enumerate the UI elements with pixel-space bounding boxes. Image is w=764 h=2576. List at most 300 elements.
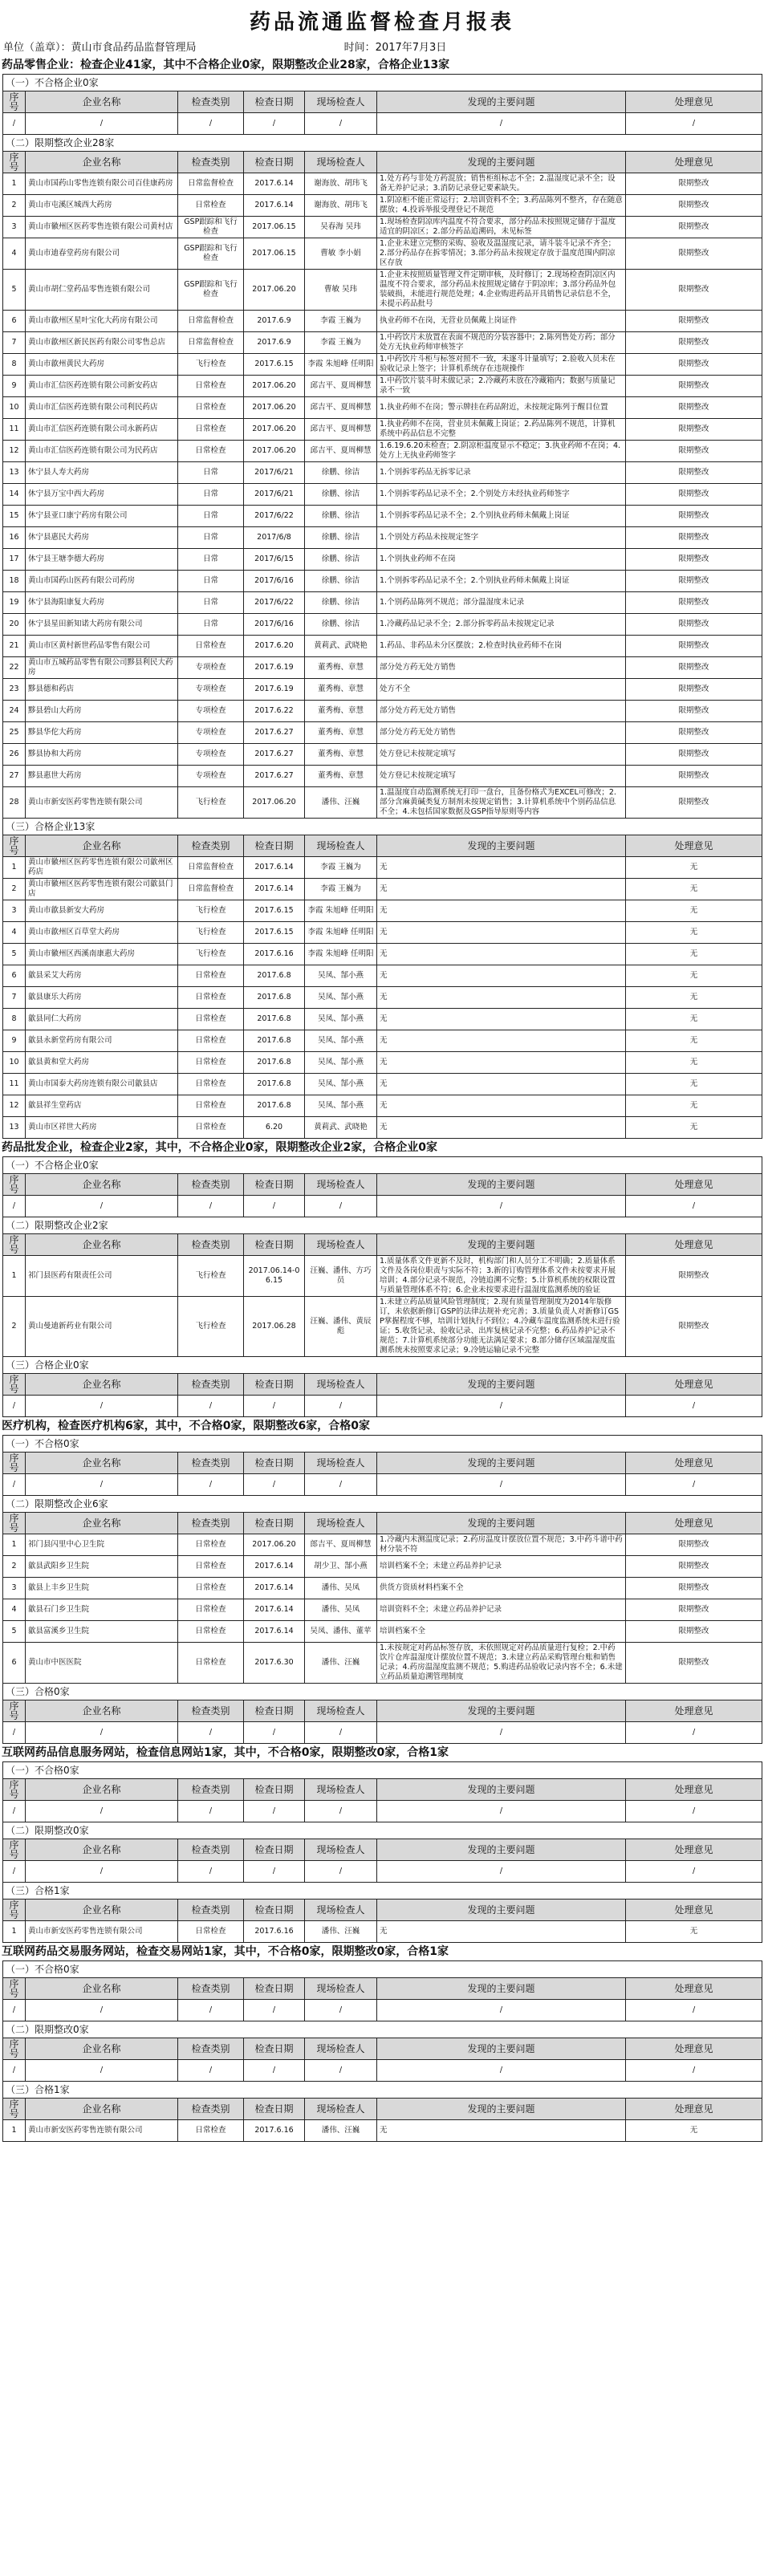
empty-row xyxy=(3,113,762,135)
column-header: 发现的主要问题 xyxy=(377,1839,626,1861)
header-row xyxy=(3,2099,762,2120)
empty-row xyxy=(3,1801,762,1822)
table-cell: 歙县同仁大药房 xyxy=(26,1009,178,1030)
column-header: 处理意见 xyxy=(626,1779,762,1801)
empty-cell: / xyxy=(377,1396,626,1417)
table-cell: 歙县采艾大药房 xyxy=(26,965,178,987)
column-header: 处理意见 xyxy=(626,1899,762,1921)
table-cell: 2017.6.19 xyxy=(244,679,305,701)
table-cell: 董秀梅、章慧 xyxy=(305,722,377,744)
table-cell: 李霞 王巍为 xyxy=(305,311,377,332)
sec4-table xyxy=(2,1761,762,1943)
header-row xyxy=(3,1234,762,1256)
table-cell: 无 xyxy=(626,1030,762,1052)
table-cell: 潘伟、吴凤 xyxy=(305,1599,377,1621)
column-header: 处理意见 xyxy=(626,835,762,857)
table-cell: 限期整改 xyxy=(626,1534,762,1556)
empty-cell: / xyxy=(305,1722,377,1744)
column-header: 现场检查人 xyxy=(305,1899,377,1921)
table-cell: 2017/6/16 xyxy=(244,614,305,636)
table-cell: 无 xyxy=(377,900,626,922)
table-cell: 吴凤、郜小燕 xyxy=(305,1052,377,1074)
subsection-row xyxy=(3,2021,762,2038)
column-header: 检查日期 xyxy=(244,1374,305,1396)
table-cell: 2017.06.20 xyxy=(244,419,305,441)
empty-cell: / xyxy=(377,2000,626,2021)
empty-cell: / xyxy=(26,1861,178,1883)
header-row xyxy=(3,1779,762,1801)
sec4-heading: 互联网药品信息服务网站，检查信息网站1家，其中，不合格0家，限期整改0家，合格1家 xyxy=(2,1746,449,1759)
empty-cell: / xyxy=(178,1801,244,1822)
table-cell: 谢海放、胡玮飞 xyxy=(305,195,377,217)
table-cell: 无 xyxy=(377,879,626,900)
sec1-table xyxy=(2,74,762,1139)
table-row xyxy=(3,679,762,701)
table-cell: 5 xyxy=(3,944,26,965)
subsection-row xyxy=(3,819,762,835)
table-row xyxy=(3,1052,762,1074)
report-title: 药品流通监督检查月报表 xyxy=(249,10,514,35)
table-cell: 吴凤、郜小燕 xyxy=(305,1030,377,1052)
table-cell: 培训资料不全；未建立药品养护记录 xyxy=(377,1599,626,1621)
table-cell: 部分处方药无处方销售 xyxy=(377,701,626,722)
column-header: 检查日期 xyxy=(244,1513,305,1534)
table-cell: 日常监督检查 xyxy=(178,879,244,900)
table-cell: 郎吉平、夏周柳慧 xyxy=(305,1534,377,1556)
table-cell: 1.个别拆零药品记录不全；2.个别处方未经执业药师签字 xyxy=(377,484,626,506)
table-cell: 1.个别拆零药品记录不全；2.个别执业药师未佩戴上岗证 xyxy=(377,571,626,592)
table-cell: 2017/6/22 xyxy=(244,592,305,614)
table-row xyxy=(3,332,762,354)
table-cell: 2017.06.14-06.15 xyxy=(244,1256,305,1297)
column-header: 序号 xyxy=(3,1779,26,1801)
table-cell: 邱吉平、夏周柳慧 xyxy=(305,376,377,397)
subsection-title: （一）不合格0家 xyxy=(3,1436,762,1453)
table-cell: 19 xyxy=(3,592,26,614)
column-header: 处理意见 xyxy=(626,2038,762,2060)
table-cell: 无 xyxy=(626,1074,762,1095)
column-header: 检查日期 xyxy=(244,1234,305,1256)
column-header: 检查类别 xyxy=(178,1839,244,1861)
table-cell: 3 xyxy=(3,900,26,922)
table-cell: 潘伟、汪巍 xyxy=(305,1921,377,1943)
column-header: 企业名称 xyxy=(26,1978,178,2000)
empty-row xyxy=(3,1196,762,1217)
table-cell: 11 xyxy=(3,1074,26,1095)
table-cell: 日常 xyxy=(178,506,244,527)
subsection-row xyxy=(3,1961,762,1978)
table-cell: 休宁县海阳康复大药房 xyxy=(26,592,178,614)
table-cell: 无 xyxy=(626,922,762,944)
table-cell: 2017.6.16 xyxy=(244,944,305,965)
table-cell: 18 xyxy=(3,571,26,592)
table-cell: 10 xyxy=(3,397,26,419)
table-cell: 无 xyxy=(377,1030,626,1052)
column-header: 序号 xyxy=(3,1174,26,1196)
empty-cell: / xyxy=(244,113,305,135)
column-header: 检查类别 xyxy=(178,1700,244,1722)
table-cell: 1 xyxy=(3,173,26,195)
table-cell: 2 xyxy=(3,1556,26,1578)
column-header: 序号 xyxy=(3,1839,26,1861)
table-cell: 2017.6.15 xyxy=(244,354,305,376)
table-cell: 专项检查 xyxy=(178,722,244,744)
subsection-row xyxy=(3,1883,762,1899)
table-cell: 李霞 朱旭峰 任明阳 xyxy=(305,900,377,922)
subsection-title: （三）合格0家 xyxy=(3,1684,762,1700)
table-cell: 无 xyxy=(377,944,626,965)
table-row xyxy=(3,311,762,332)
empty-cell: / xyxy=(178,2000,244,2021)
table-row xyxy=(3,592,762,614)
table-row xyxy=(3,397,762,419)
table-cell: 吴凤、郜小燕 xyxy=(305,1009,377,1030)
table-cell: 25 xyxy=(3,722,26,744)
empty-cell: / xyxy=(178,2060,244,2082)
table-row xyxy=(3,1030,762,1052)
table-row xyxy=(3,1256,762,1297)
table-cell: 飞行检查 xyxy=(178,354,244,376)
table-cell: 2017.6.8 xyxy=(244,965,305,987)
column-header: 检查类别 xyxy=(178,2099,244,2120)
table-cell: 2017.6.15 xyxy=(244,922,305,944)
table-cell: 邱吉平、夏周柳慧 xyxy=(305,397,377,419)
column-header: 检查日期 xyxy=(244,1899,305,1921)
table-cell: 15 xyxy=(3,506,26,527)
table-cell: 徐鹏、徐洁 xyxy=(305,462,377,484)
column-header: 检查日期 xyxy=(244,1174,305,1196)
table-row xyxy=(3,766,762,787)
empty-cell: / xyxy=(305,1396,377,1417)
table-cell: 限期整改 xyxy=(626,549,762,571)
table-cell: 无 xyxy=(377,1117,626,1139)
table-cell: 黄山市歙县新安大药房 xyxy=(26,900,178,922)
table-cell: 限期整改 xyxy=(626,614,762,636)
table-cell: 董秀梅、章慧 xyxy=(305,744,377,766)
table-cell: 2017/6/15 xyxy=(244,549,305,571)
table-cell: 黄山市新安医药零售连锁有限公司 xyxy=(26,1921,178,1943)
column-header: 检查日期 xyxy=(244,835,305,857)
table-cell: 李霞 朱旭峰 任明阳 xyxy=(305,354,377,376)
table-cell: 日常检查 xyxy=(178,2120,244,2142)
column-header: 序号 xyxy=(3,1374,26,1396)
table-cell: 6.20 xyxy=(244,1117,305,1139)
column-header: 现场检查人 xyxy=(305,1839,377,1861)
table-cell: 8 xyxy=(3,1009,26,1030)
table-cell: 2 xyxy=(3,1297,26,1357)
report-body xyxy=(0,56,764,2142)
table-row xyxy=(3,2120,762,2142)
subsection-row xyxy=(3,1217,762,1234)
table-row xyxy=(3,462,762,484)
column-header: 发现的主要问题 xyxy=(377,1978,626,2000)
table-cell: 28 xyxy=(3,787,26,819)
table-cell: 专项检查 xyxy=(178,766,244,787)
table-cell: 日常 xyxy=(178,462,244,484)
empty-cell: / xyxy=(305,2060,377,2082)
table-cell: 无 xyxy=(377,922,626,944)
empty-cell: / xyxy=(178,1396,244,1417)
column-header: 处理意见 xyxy=(626,1839,762,1861)
empty-cell: / xyxy=(377,2060,626,2082)
empty-row xyxy=(3,1396,762,1417)
empty-cell: / xyxy=(3,1801,26,1822)
table-cell: 黄山市屯溪区城西大药房 xyxy=(26,195,178,217)
empty-cell: / xyxy=(377,1196,626,1217)
subsection-title: （二）限期整改企业28家 xyxy=(3,135,762,152)
column-header: 发现的主要问题 xyxy=(377,835,626,857)
table-cell: 2017.6.8 xyxy=(244,987,305,1009)
table-row xyxy=(3,787,762,819)
table-cell: 9 xyxy=(3,376,26,397)
table-cell: 2017/6/21 xyxy=(244,484,305,506)
empty-cell: / xyxy=(178,113,244,135)
table-cell: 日常监督检查 xyxy=(178,173,244,195)
table-row xyxy=(3,1556,762,1578)
table-cell: 4 xyxy=(3,922,26,944)
table-cell: 李霞 王巍为 xyxy=(305,332,377,354)
table-cell: 日常检查 xyxy=(178,1074,244,1095)
table-cell: 10 xyxy=(3,1052,26,1074)
table-cell: 5 xyxy=(3,270,26,311)
table-row xyxy=(3,506,762,527)
column-header: 检查日期 xyxy=(244,2038,305,2060)
column-header: 序号 xyxy=(3,1453,26,1474)
table-cell: 1.冷藏药品记录不全；2.部分拆零药品未按规定记录 xyxy=(377,614,626,636)
table-cell: 日常监督检查 xyxy=(178,332,244,354)
table-row xyxy=(3,1621,762,1643)
subsection-title: （一）不合格0家 xyxy=(3,1961,762,1978)
table-cell: 歙县祥生堂药店 xyxy=(26,1095,178,1117)
table-cell: 徐鹏、徐洁 xyxy=(305,549,377,571)
table-row xyxy=(3,1117,762,1139)
table-cell: 限期整改 xyxy=(626,311,762,332)
table-cell: 11 xyxy=(3,419,26,441)
table-cell: 14 xyxy=(3,484,26,506)
column-header: 企业名称 xyxy=(26,1174,178,1196)
table-cell: 2017.6.14 xyxy=(244,1578,305,1599)
column-header: 序号 xyxy=(3,1978,26,2000)
column-header: 序号 xyxy=(3,1513,26,1534)
column-header: 企业名称 xyxy=(26,1700,178,1722)
column-header: 处理意见 xyxy=(626,91,762,113)
subsection-title: （三）合格1家 xyxy=(3,2082,762,2099)
column-header: 企业名称 xyxy=(26,2038,178,2060)
table-cell: 24 xyxy=(3,701,26,722)
table-row xyxy=(3,217,762,238)
table-cell: 董秀梅、章慧 xyxy=(305,766,377,787)
empty-cell: / xyxy=(377,1474,626,1496)
table-cell: 无 xyxy=(626,1052,762,1074)
empty-cell: / xyxy=(3,1861,26,1883)
column-header: 企业名称 xyxy=(26,1374,178,1396)
column-header: 处理意见 xyxy=(626,1700,762,1722)
table-cell: GSP跟踪和飞行检查 xyxy=(178,238,244,270)
table-cell: 20 xyxy=(3,614,26,636)
empty-cell: / xyxy=(26,2000,178,2021)
table-cell: 1.个别药品陈列不规范；部分温湿度未记录 xyxy=(377,592,626,614)
column-header: 处理意见 xyxy=(626,1453,762,1474)
table-cell: 董秀梅、章慧 xyxy=(305,679,377,701)
table-cell: 限期整改 xyxy=(626,1256,762,1297)
empty-cell: / xyxy=(3,1722,26,1744)
table-cell: 日常检查 xyxy=(178,1599,244,1621)
table-cell: 限期整改 xyxy=(626,484,762,506)
subsection-title: （一）不合格0家 xyxy=(3,1762,762,1779)
table-cell: 限期整改 xyxy=(626,1578,762,1599)
empty-cell: / xyxy=(244,1861,305,1883)
table-cell: 日常检查 xyxy=(178,1921,244,1943)
table-cell: GSP跟踪和飞行检查 xyxy=(178,270,244,311)
table-cell: 徐鹏、徐洁 xyxy=(305,592,377,614)
table-cell: 2017.6.27 xyxy=(244,722,305,744)
table-cell: 1.个别拆零药品无拆零记录 xyxy=(377,462,626,484)
table-cell: 26 xyxy=(3,744,26,766)
column-header: 企业名称 xyxy=(26,1779,178,1801)
table-cell: 限期整改 xyxy=(626,744,762,766)
table-cell: 徐鹏、徐洁 xyxy=(305,614,377,636)
table-row xyxy=(3,922,762,944)
table-row xyxy=(3,270,762,311)
table-cell: 黄莉武、武晓艳 xyxy=(305,636,377,657)
table-cell: 徐鹏、徐洁 xyxy=(305,527,377,549)
table-cell: 黄山市胡仁堂药品零售连锁有限公司 xyxy=(26,270,178,311)
table-row xyxy=(3,1074,762,1095)
table-cell: 日常 xyxy=(178,527,244,549)
column-header: 检查类别 xyxy=(178,91,244,113)
table-cell: 日常检查 xyxy=(178,1643,244,1684)
empty-cell: / xyxy=(626,113,762,135)
table-cell: 1.中药饮片未放置在表面不规范的分装容器中；2.陈列售处方药；部分处方无执业药师审核签字 xyxy=(377,332,626,354)
column-header: 企业名称 xyxy=(26,1839,178,1861)
column-header: 发现的主要问题 xyxy=(377,1513,626,1534)
table-row xyxy=(3,1009,762,1030)
table-cell: 无 xyxy=(377,857,626,879)
table-cell: 2017.06.28 xyxy=(244,1297,305,1357)
sec3-table xyxy=(2,1435,762,1744)
table-cell: 徐鹏、徐洁 xyxy=(305,484,377,506)
empty-row xyxy=(3,1861,762,1883)
sec3-heading: 医疗机构，检查医疗机构6家，其中，不合格0家，限期整改6家，合格0家 xyxy=(2,1420,370,1432)
table-cell: 黟县协和大药房 xyxy=(26,744,178,766)
table-cell: 1 xyxy=(3,1921,26,1943)
table-cell: 限期整改 xyxy=(626,462,762,484)
subsection-row xyxy=(3,75,762,91)
table-cell: 祁门县医药有限责任公司 xyxy=(26,1256,178,1297)
unit-label: 单位（盖章）：黄山市食品药品监督管理局 xyxy=(3,42,197,54)
table-cell: 黄山市歙州区新民医药有限公司零售总店 xyxy=(26,332,178,354)
table-cell: 李霞 王巍为 xyxy=(305,879,377,900)
table-cell: 无 xyxy=(626,857,762,879)
table-cell: 李霞 王巍为 xyxy=(305,857,377,879)
table-cell: 2017.6.14 xyxy=(244,173,305,195)
subsection-row xyxy=(3,1822,762,1839)
column-header: 检查日期 xyxy=(244,1978,305,2000)
report-date: 时间：2017年7月3日 xyxy=(343,42,447,54)
column-header: 企业名称 xyxy=(26,1453,178,1474)
table-cell: 限期整改 xyxy=(626,1621,762,1643)
sec2-table xyxy=(2,1156,762,1417)
table-cell: 13 xyxy=(3,462,26,484)
subsection-title: （三）合格企业13家 xyxy=(3,819,762,835)
column-header: 检查日期 xyxy=(244,1700,305,1722)
column-header: 序号 xyxy=(3,152,26,173)
table-cell: 歙县武阳乡卫生院 xyxy=(26,1556,178,1578)
column-header: 处理意见 xyxy=(626,1234,762,1256)
column-header: 序号 xyxy=(3,1234,26,1256)
column-header: 检查日期 xyxy=(244,2099,305,2120)
column-header: 检查日期 xyxy=(244,152,305,173)
table-cell: 日常监督检查 xyxy=(178,311,244,332)
table-cell: 汪巍、潘伟、黄辰彪 xyxy=(305,1297,377,1357)
column-header: 发现的主要问题 xyxy=(377,2099,626,2120)
table-cell: 2 xyxy=(3,879,26,900)
table-cell: 黄山市汇信医药连锁有限公司永新药店 xyxy=(26,419,178,441)
table-cell: 飞行检查 xyxy=(178,944,244,965)
table-cell: 吴春海 吴玮 xyxy=(305,217,377,238)
column-header: 检查类别 xyxy=(178,2038,244,2060)
table-cell: 2017.6.14 xyxy=(244,857,305,879)
table-cell: 飞行检查 xyxy=(178,922,244,944)
table-cell: 23 xyxy=(3,679,26,701)
empty-cell: / xyxy=(244,2000,305,2021)
table-cell: 徐鹏、徐洁 xyxy=(305,571,377,592)
column-header: 检查类别 xyxy=(178,1779,244,1801)
table-cell: 专项检查 xyxy=(178,744,244,766)
table-cell: 无 xyxy=(377,1074,626,1095)
table-cell: 歙县石门乡卫生院 xyxy=(26,1599,178,1621)
header-row xyxy=(3,1839,762,1861)
table-cell: 限期整改 xyxy=(626,657,762,679)
table-cell: 徐鹏、徐洁 xyxy=(305,506,377,527)
empty-cell: / xyxy=(178,1196,244,1217)
table-cell: 限期整改 xyxy=(626,722,762,744)
column-header: 发现的主要问题 xyxy=(377,2038,626,2060)
subsection-row xyxy=(3,1157,762,1174)
empty-cell: / xyxy=(377,1861,626,1883)
column-header: 序号 xyxy=(3,1899,26,1921)
empty-cell: / xyxy=(26,113,178,135)
table-cell: 日常检查 xyxy=(178,1621,244,1643)
table-cell: 黄山市歙州区星叶宝化大药房有限公司 xyxy=(26,311,178,332)
column-header: 检查类别 xyxy=(178,1513,244,1534)
table-cell: 日常检查 xyxy=(178,1556,244,1578)
table-cell: 无 xyxy=(626,1117,762,1139)
column-header: 发现的主要问题 xyxy=(377,1779,626,1801)
table-cell: 日常检查 xyxy=(178,636,244,657)
table-cell: 黄山市歙州区百草堂大药房 xyxy=(26,922,178,944)
column-header: 检查类别 xyxy=(178,1174,244,1196)
table-cell: 2017.6.16 xyxy=(244,2120,305,2142)
table-cell: 董秀梅、章慧 xyxy=(305,701,377,722)
table-cell: 黄山市五城药品零售有限公司黟县利民大药房 xyxy=(26,657,178,679)
table-cell: 1.执业药师不在岗，营业员未佩戴上岗证；2.药品陈列不规范，计算机系统中药品信息不完整 xyxy=(377,419,626,441)
table-cell: 休宁县人寿大药房 xyxy=(26,462,178,484)
empty-cell: / xyxy=(3,2060,26,2082)
sec5-heading: 互联网药品交易服务网站，检查交易网站1家，其中，不合格0家，限期整改0家，合格1家 xyxy=(2,1945,449,1958)
table-cell: 2017.06.20 xyxy=(244,1534,305,1556)
table-cell: 限期整改 xyxy=(626,332,762,354)
table-cell: 无 xyxy=(626,1009,762,1030)
table-cell: 黄山曼迪新药业有限公司 xyxy=(26,1297,178,1357)
table-cell: 限期整改 xyxy=(626,1556,762,1578)
empty-cell: / xyxy=(626,1801,762,1822)
empty-cell: / xyxy=(3,2000,26,2021)
table-row xyxy=(3,376,762,397)
table-cell: 13 xyxy=(3,1117,26,1139)
table-cell: 2017.06.20 xyxy=(244,397,305,419)
table-cell: 6 xyxy=(3,1643,26,1684)
